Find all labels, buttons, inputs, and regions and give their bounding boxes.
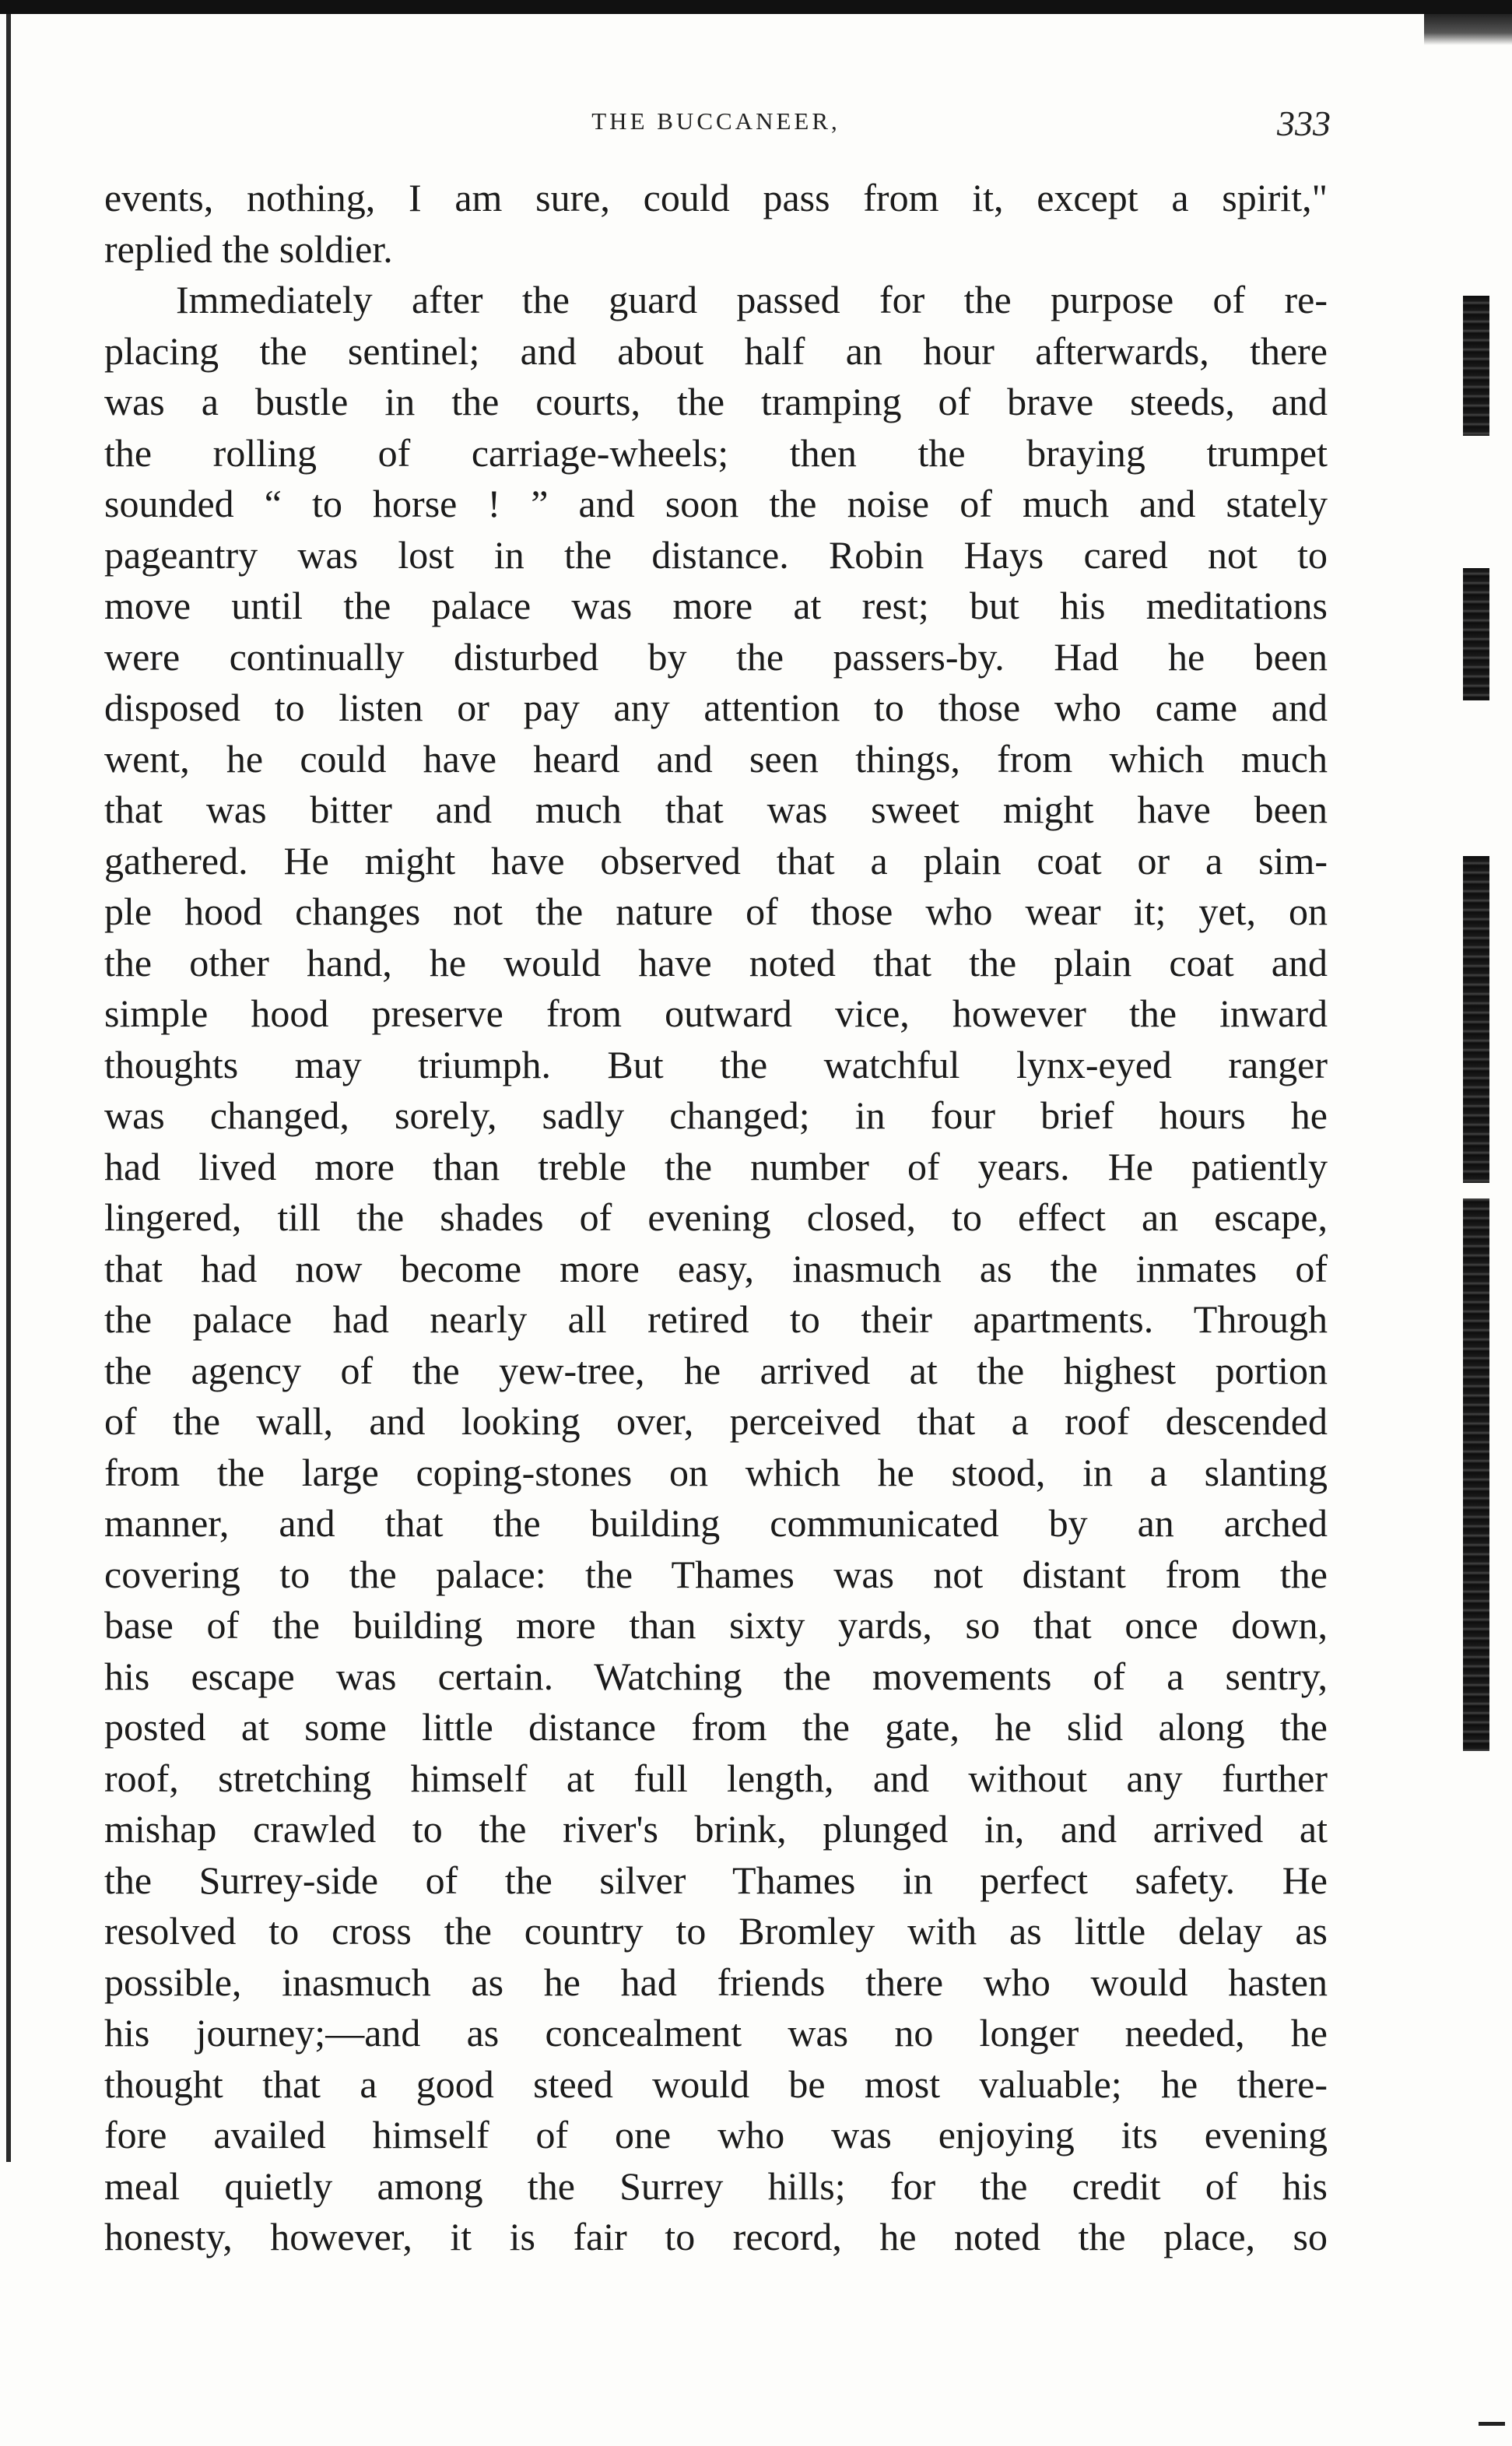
text-line: were continually disturbed by the passers-by. Had he been [104,634,1328,679]
text-line: base of the building more than sixty yards, so that once down, [104,1603,1328,1647]
scan-edge-gap [1447,436,1494,568]
scan-edge-gap [1447,700,1494,856]
text-line: ple hood changes not the nature of those who wear it; yet, on [104,890,1328,933]
text-line: of the wall, and looking over, perceived that a roof descended [104,1399,1328,1443]
text-line: resolved to cross the country to Bromley with as little delay as [104,1909,1328,1953]
scan-edge-corner [1424,14,1512,45]
text-line: mishap crawled to the river's brink, plunged in, and arrived at [104,1807,1328,1851]
text-line: thoughts may triumph. But the watchful lynx-eyed ranger [104,1042,1328,1086]
text-line: was changed, sorely, sadly changed; in four brief hours he [104,1093,1328,1137]
text-line: covering to the palace: the Thames was not distant from the [104,1552,1328,1596]
running-head: THE BUCCANEER, [591,107,840,135]
text-line: roof, stretching himself at full length, and without any further [104,1756,1328,1800]
text-line: replied the soldier. [104,226,393,271]
text-line: the Surrey-side of the silver Thames in perfect safety. He [104,1858,1328,1902]
scan-edge-top [0,0,1512,14]
text-line: placing the sentinel; and about half an hour afterwards, there [104,328,1328,373]
text-line: had lived more than treble the number of years. He patiently [104,1144,1328,1188]
text-line: move until the palace was more at rest; but his meditations [104,584,1328,627]
text-line: was a bustle in the courts, the tramping of brave steeds, and [104,380,1328,423]
scan-edge-gap [1447,1183,1494,1198]
text-line: posted at some little distance from the gate, he slid along the [104,1705,1328,1749]
text-line: possible, inasmuch as he had friends there who would hasten [104,1960,1328,2004]
text-line: went, he could have heard and seen things, from which much [104,736,1328,781]
text-line: thought that a good steed would be most valuable; he there- [104,2062,1328,2106]
text-line: gathered. He might have observed that a plain coat or a sim- [104,838,1328,883]
text-line: the other hand, he would have noted that the plain coat and [104,940,1328,984]
scan-mark [1479,2422,1505,2426]
text-line: fore availed himself of one who was enjoying its evening [104,2113,1328,2156]
text-line: honesty, however, it is fair to record, he noted the place, so [104,2215,1328,2258]
text-line: his escape was certain. Watching the movements of a sentry, [104,1654,1328,1698]
text-line: that was bitter and much that was sweet might have been [104,788,1328,831]
text-line: meal quietly among the Surrey hills; for the credit of his [104,2163,1328,2208]
text-line: the agency of the yew-tree, he arrived at the highest portion [104,1348,1328,1392]
text-line: his journey;—and as concealment was no longer needed, he [104,2011,1328,2055]
text-line: disposed to listen or pay any attention to those who came and [104,686,1328,729]
text-line: from the large coping-stones on which he stood, in a slanting [104,1450,1328,1494]
page-header [101,103,1331,157]
scan-edge-left [6,14,11,2162]
paragraph-first-line: Immediately after the guard passed for the purpose of re- [176,278,1328,321]
text-line: events, nothing, I am sure, could pass from it, except a spirit," [104,176,1328,219]
body-text [104,173,1328,2263]
text-line: simple hood preserve from outward vice, however the inward [104,991,1328,1035]
page-number: 333 [1277,104,1331,143]
text-line: lingered, till the shades of evening closed, to effect an escape, [104,1195,1328,1239]
text-line: that had now become more easy, inasmuch as the inmates of [104,1246,1328,1290]
text-line: sounded “ to horse ! ” and soon the noise of much and stately [104,482,1328,525]
text-line: manner, and that the building communicated by an arched [104,1501,1328,1545]
text-line: pageantry was lost in the distance. Robin Hays cared not to [104,532,1328,577]
text-line: the rolling of carriage-wheels; then the braying trumpet [104,430,1328,475]
text-line: the palace had nearly all retired to their apartments. Through [104,1297,1328,1341]
